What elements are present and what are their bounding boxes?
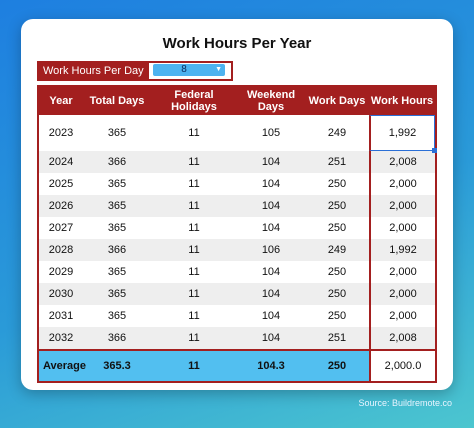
cell-weekend-days[interactable]: 104 <box>261 178 281 190</box>
table-row <box>39 305 435 327</box>
cell-weekend-days[interactable]: 104 <box>261 200 281 212</box>
work-hours-per-day-value: 8 <box>181 64 187 75</box>
cell-work-days[interactable]: 250 <box>327 200 347 212</box>
cell-weekend-days[interactable]: 106 <box>261 244 281 256</box>
cell-federal-holidays[interactable]: 11 <box>188 288 200 300</box>
cell-total-days[interactable]: 366 <box>107 156 127 168</box>
cell-work-days[interactable]: 250 <box>327 222 347 234</box>
cell-federal-holidays[interactable]: 11 <box>188 156 200 168</box>
cell-year[interactable]: 2030 <box>48 288 74 300</box>
chevron-down-icon[interactable]: ▼ <box>215 66 222 73</box>
cell-year[interactable]: 2023 <box>48 127 74 139</box>
cell-work-hours[interactable]: 2,000 <box>369 305 435 327</box>
work-hours-per-day-label: Work Hours Per Day <box>39 63 149 79</box>
cell-federal-holidays[interactable]: 11 <box>188 332 200 344</box>
cell-work-hours-value: 1,992 <box>388 127 417 139</box>
cell-work-hours[interactable]: 2,000 <box>369 283 435 305</box>
cell-total-days[interactable]: 365 <box>107 288 127 300</box>
header-total-days[interactable]: Total Days <box>89 95 145 107</box>
cell-work-days[interactable]: 250 <box>327 310 347 322</box>
cell-federal-holidays[interactable]: 11 <box>188 200 200 212</box>
work-hours-per-day-value-pill[interactable] <box>153 64 225 76</box>
cell-weekend-days[interactable]: 104 <box>261 288 281 300</box>
table-row <box>39 283 435 305</box>
cell-federal-holidays[interactable]: 11 <box>188 222 200 234</box>
cell-work-hours[interactable]: 2,000 <box>369 261 435 283</box>
cell-work-hours[interactable]: 2,008 <box>369 151 435 173</box>
header-work-hours[interactable]: Work Hours <box>370 95 434 107</box>
table-header-row <box>39 87 435 115</box>
table-row <box>39 173 435 195</box>
page-title: Work Hours Per Year <box>162 35 312 52</box>
cell-total-days[interactable]: 366 <box>107 244 127 256</box>
cell-weekend-days[interactable]: 104 <box>261 310 281 322</box>
cell-total-days[interactable]: 365 <box>107 127 127 139</box>
cell-total-days[interactable]: 365 <box>107 178 127 190</box>
cell-work-days[interactable]: 250 <box>327 266 347 278</box>
cell-work-days[interactable]: 250 <box>327 288 347 300</box>
work-hours-per-day-control <box>37 61 233 81</box>
header-weekend-days[interactable]: Weekend Days <box>246 89 296 113</box>
table-row <box>39 217 435 239</box>
cell-federal-holidays[interactable]: 11 <box>188 178 200 190</box>
cell-year[interactable]: 2029 <box>48 266 74 278</box>
cell-federal-holidays[interactable]: 11 <box>188 244 200 256</box>
cell-year[interactable]: 2024 <box>48 156 74 168</box>
table-row <box>39 327 435 349</box>
cell-total-days[interactable]: 365 <box>107 222 127 234</box>
work-hours-per-day-select[interactable] <box>149 63 231 79</box>
table-row <box>39 195 435 217</box>
cell-work-hours[interactable]: 1,992 <box>369 239 435 261</box>
header-work-days[interactable]: Work Days <box>308 95 366 107</box>
cell-total-days[interactable]: 366 <box>107 332 127 344</box>
selected-cell-work-hours[interactable] <box>369 115 435 151</box>
cell-work-hours[interactable]: 2,000 <box>369 195 435 217</box>
cell-federal-holidays[interactable]: 11 <box>188 310 200 322</box>
spreadsheet-card <box>21 19 453 390</box>
cell-work-days[interactable]: 251 <box>327 156 347 168</box>
average-work-days[interactable]: 250 <box>327 360 347 372</box>
cell-federal-holidays[interactable]: 11 <box>188 266 200 278</box>
average-work-hours[interactable]: 2,000.0 <box>369 351 435 381</box>
cell-year[interactable]: 2025 <box>48 178 74 190</box>
average-label[interactable]: Average <box>43 360 87 372</box>
cell-year[interactable]: 2027 <box>48 222 74 234</box>
table-row <box>39 239 435 261</box>
cell-work-days[interactable]: 251 <box>327 332 347 344</box>
source-credit: Source: Buildremote.co <box>358 398 452 408</box>
cell-total-days[interactable]: 365 <box>107 200 127 212</box>
header-year[interactable]: Year <box>49 95 73 107</box>
average-total-days[interactable]: 365.3 <box>103 360 131 372</box>
cell-year[interactable]: 2031 <box>48 310 74 322</box>
cell-federal-holidays[interactable]: 11 <box>188 127 200 139</box>
average-weekend-days[interactable]: 104.3 <box>257 360 285 372</box>
cell-work-days[interactable]: 249 <box>327 244 347 256</box>
fill-handle[interactable] <box>432 148 437 153</box>
average-row <box>39 349 435 381</box>
cell-work-hours[interactable]: 2,000 <box>369 173 435 195</box>
cell-weekend-days[interactable]: 104 <box>261 266 281 278</box>
table-row <box>39 151 435 173</box>
table-row <box>39 115 435 151</box>
cell-weekend-days[interactable]: 105 <box>261 127 281 139</box>
cell-weekend-days[interactable]: 104 <box>261 222 281 234</box>
table-row <box>39 261 435 283</box>
cell-weekend-days[interactable]: 104 <box>261 332 281 344</box>
cell-work-hours[interactable]: 2,000 <box>369 217 435 239</box>
cell-year[interactable]: 2028 <box>48 244 74 256</box>
cell-total-days[interactable]: 365 <box>107 310 127 322</box>
cell-work-hours[interactable]: 2,008 <box>369 327 435 349</box>
cell-work-days[interactable]: 250 <box>327 178 347 190</box>
work-hours-table <box>37 85 437 383</box>
cell-year[interactable]: 2026 <box>48 200 74 212</box>
cell-total-days[interactable]: 365 <box>107 266 127 278</box>
cell-weekend-days[interactable]: 104 <box>261 156 281 168</box>
average-federal-holidays[interactable]: 11 <box>188 360 200 372</box>
cell-year[interactable]: 2032 <box>48 332 74 344</box>
header-federal-holidays[interactable]: Federal Holidays <box>171 89 217 113</box>
cell-work-days[interactable]: 249 <box>327 127 347 139</box>
